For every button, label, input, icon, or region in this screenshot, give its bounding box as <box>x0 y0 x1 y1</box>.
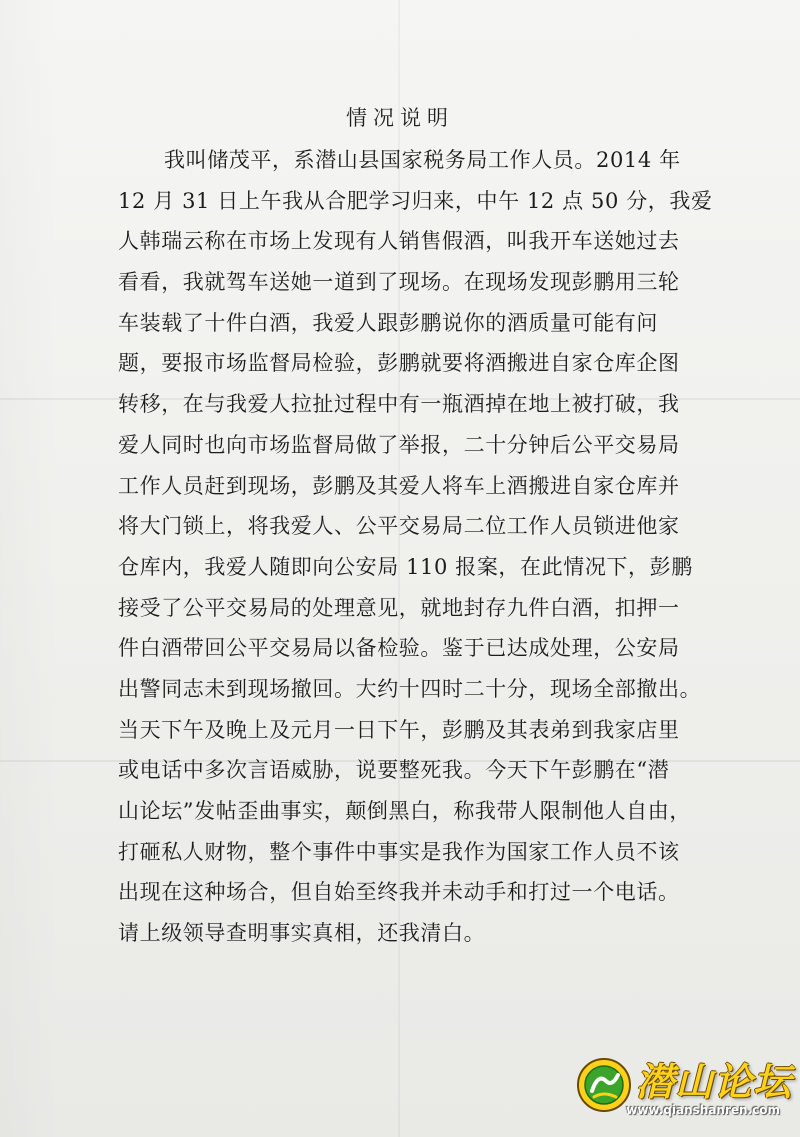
body-line: 或电话中多次言语威胁，说要整死我。今天下午彭鹏在“潜 <box>118 758 670 783</box>
body-line: 出现在这种场合，但自始至终我并未动手和打过一个电话。 <box>118 880 680 905</box>
body-line: 爱人同时也向市场监督局做了举报，二十分钟后公平交易局 <box>118 432 680 457</box>
body-line: 件白酒带回公平交易局以备检验。鉴于已达成处理，公安局 <box>118 636 680 661</box>
body-line: 车装载了十件白酒，我爱人跟彭鹏说你的酒质量可能有问 <box>118 310 658 335</box>
body-line: 人韩瑞云称在市场上发现有人销售假酒，叫我开车送她过去 <box>118 229 680 254</box>
body-line: 接受了公平交易局的处理意见，就地封存九件白酒，扣押一 <box>118 595 680 620</box>
body-line: 12 月 31 日上午我从合肥学习归来，中午 12 点 50 分，我爱 <box>118 188 713 213</box>
watermark-site-name: 潜山论坛 <box>636 1060 793 1104</box>
document-title: 情况说明 <box>346 106 454 130</box>
site-watermark <box>572 1047 793 1127</box>
body-line: 打砸私人财物，整个事件中事实是我作为国家工作人员不该 <box>118 839 680 864</box>
body-line: 看看，我就驾车送她一道到了现场。在现场发现彭鹏用三轮 <box>118 270 680 295</box>
body-line: 当天下午及晚上及元月一日下午，彭鹏及其表弟到我家店里 <box>118 717 680 742</box>
body-line: 仓库内，我爱人随即向公安局 110 报案，在此情况下，彭鹏 <box>118 554 693 579</box>
body-line: 将大门锁上，将我爱人、公平交易局二位工作人员锁进他家 <box>118 514 680 539</box>
body-line: 工作人员赶到现场，彭鹏及其爱人将车上酒搬进自家仓库并 <box>118 473 680 498</box>
body-line: 转移，在与我爱人拉扯过程中有一瓶酒掉在地上被打破，我 <box>118 392 680 417</box>
body-line: 我叫储茂平，系潜山县国家税务局工作人员。2014 年 <box>164 148 681 172</box>
body-line: 出警同志未到现场撤回。大约十四时二十分，现场全部撤出。 <box>118 676 702 701</box>
document-body <box>118 140 713 954</box>
watermark-url: www.qianshanren.com <box>626 1103 780 1117</box>
body-line: 请上级领导查明事实真相，还我清白。 <box>118 921 486 946</box>
body-line: 题，要报市场监督局检验，彭鹏就要将酒搬进自家仓库企图 <box>118 351 680 376</box>
body-line: 山论坛”发帖歪曲事实，颠倒黑白，称我带人限制他人自由， <box>118 799 691 823</box>
